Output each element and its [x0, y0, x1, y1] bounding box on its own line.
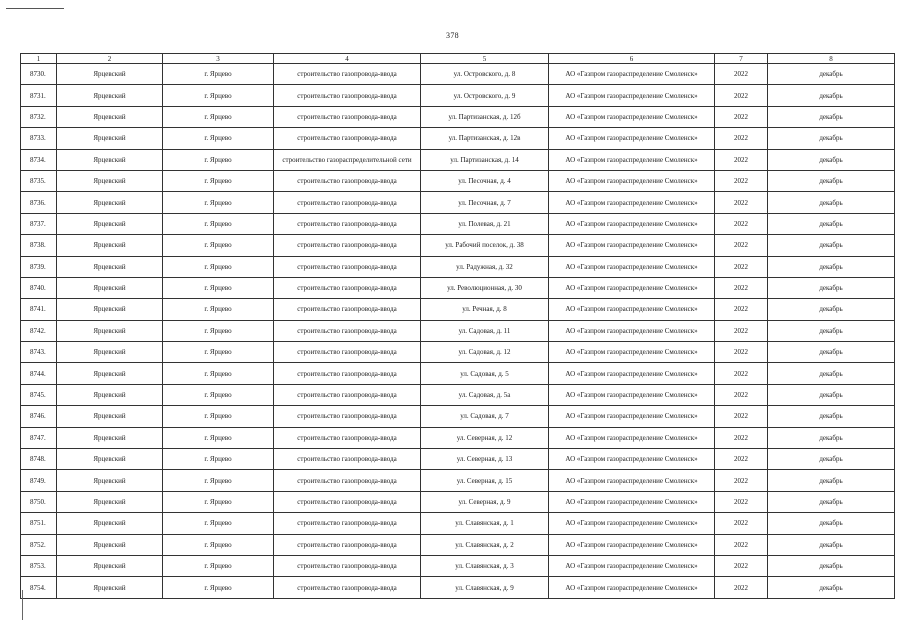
address-cell: ул. Полевая, д. 21: [421, 213, 549, 234]
table-row: [21, 513, 895, 534]
row-number-cell: 8744.: [21, 363, 57, 384]
row-number-cell: 8740.: [21, 277, 57, 298]
district-cell: Ярцевский: [57, 299, 163, 320]
column-number: 3: [163, 54, 274, 64]
table-row: [21, 64, 895, 85]
column-number: 8: [768, 54, 895, 64]
year-cell: 2022: [715, 128, 768, 149]
settlement-cell: г. Ярцево: [163, 192, 274, 213]
row-number-cell: 8749.: [21, 470, 57, 491]
column-number: 1: [21, 54, 57, 64]
address-cell: ул. Рабочий поселок, д. 38: [421, 235, 549, 256]
table-row: [21, 128, 895, 149]
work-type-cell: строительство газопровода-ввода: [274, 320, 421, 341]
work-type-cell: строительство газопровода-ввода: [274, 106, 421, 127]
address-cell: ул. Песочная, д. 7: [421, 192, 549, 213]
month-cell: декабрь: [768, 342, 895, 363]
year-cell: 2022: [715, 577, 768, 598]
settlement-cell: г. Ярцево: [163, 555, 274, 576]
year-cell: 2022: [715, 406, 768, 427]
row-number-cell: 8751.: [21, 513, 57, 534]
table-row: [21, 299, 895, 320]
organization-cell: АО «Газпром газораспределение Смоленск»: [549, 363, 715, 384]
column-number: 6: [549, 54, 715, 64]
work-type-cell: строительство газопровода-ввода: [274, 256, 421, 277]
table-row: [21, 85, 895, 106]
organization-cell: АО «Газпром газораспределение Смоленск»: [549, 384, 715, 405]
row-number-cell: 8748.: [21, 449, 57, 470]
table-row: [21, 427, 895, 448]
row-number-cell: 8746.: [21, 406, 57, 427]
address-cell: ул. Радужная, д. 32: [421, 256, 549, 277]
table-row: [21, 534, 895, 555]
address-cell: ул. Островского, д. 9: [421, 85, 549, 106]
settlement-cell: г. Ярцево: [163, 170, 274, 191]
organization-cell: АО «Газпром газораспределение Смоленск»: [549, 170, 715, 191]
district-cell: Ярцевский: [57, 149, 163, 170]
district-cell: Ярцевский: [57, 128, 163, 149]
month-cell: декабрь: [768, 363, 895, 384]
district-cell: Ярцевский: [57, 449, 163, 470]
settlement-cell: г. Ярцево: [163, 449, 274, 470]
settlement-cell: г. Ярцево: [163, 427, 274, 448]
district-cell: Ярцевский: [57, 577, 163, 598]
table-row: [21, 342, 895, 363]
gas-supply-table: [20, 53, 895, 599]
table-row: [21, 577, 895, 598]
settlement-cell: г. Ярцево: [163, 534, 274, 555]
table-row: [21, 170, 895, 191]
year-cell: 2022: [715, 513, 768, 534]
district-cell: Ярцевский: [57, 192, 163, 213]
address-cell: ул. Революционная, д. 30: [421, 277, 549, 298]
work-type-cell: строительство газопровода-ввода: [274, 534, 421, 555]
page-number: 378: [446, 31, 459, 40]
settlement-cell: г. Ярцево: [163, 256, 274, 277]
table-row: [21, 406, 895, 427]
organization-cell: АО «Газпром газораспределение Смоленск»: [549, 470, 715, 491]
organization-cell: АО «Газпром газораспределение Смоленск»: [549, 449, 715, 470]
address-cell: ул. Северная, д. 9: [421, 491, 549, 512]
address-cell: ул. Садовая, д. 11: [421, 320, 549, 341]
settlement-cell: г. Ярцево: [163, 577, 274, 598]
work-type-cell: строительство газопровода-ввода: [274, 235, 421, 256]
work-type-cell: строительство газопровода-ввода: [274, 192, 421, 213]
row-number-cell: 8753.: [21, 555, 57, 576]
address-cell: ул. Партизанская, д. 12б: [421, 106, 549, 127]
table-row: [21, 106, 895, 127]
settlement-cell: г. Ярцево: [163, 149, 274, 170]
settlement-cell: г. Ярцево: [163, 277, 274, 298]
table-row: [21, 363, 895, 384]
district-cell: Ярцевский: [57, 64, 163, 85]
work-type-cell: строительство газопровода-ввода: [274, 299, 421, 320]
settlement-cell: г. Ярцево: [163, 235, 274, 256]
organization-cell: АО «Газпром газораспределение Смоленск»: [549, 491, 715, 512]
table-row: [21, 449, 895, 470]
organization-cell: АО «Газпром газораспределение Смоленск»: [549, 235, 715, 256]
organization-cell: АО «Газпром газораспределение Смоленск»: [549, 406, 715, 427]
organization-cell: АО «Газпром газораспределение Смоленск»: [549, 513, 715, 534]
table-row: [21, 149, 895, 170]
row-number-cell: 8745.: [21, 384, 57, 405]
organization-cell: АО «Газпром газораспределение Смоленск»: [549, 577, 715, 598]
work-type-cell: строительство газопровода-ввода: [274, 277, 421, 298]
district-cell: Ярцевский: [57, 555, 163, 576]
district-cell: Ярцевский: [57, 85, 163, 106]
month-cell: декабрь: [768, 213, 895, 234]
column-number: 2: [57, 54, 163, 64]
organization-cell: АО «Газпром газораспределение Смоленск»: [549, 555, 715, 576]
month-cell: декабрь: [768, 256, 895, 277]
district-cell: Ярцевский: [57, 534, 163, 555]
organization-cell: АО «Газпром газораспределение Смоленск»: [549, 320, 715, 341]
settlement-cell: г. Ярцево: [163, 363, 274, 384]
row-number-cell: 8754.: [21, 577, 57, 598]
work-type-cell: строительство газопровода-ввода: [274, 491, 421, 512]
row-number-cell: 8733.: [21, 128, 57, 149]
district-cell: Ярцевский: [57, 363, 163, 384]
year-cell: 2022: [715, 256, 768, 277]
top-rule: [6, 8, 64, 9]
organization-cell: АО «Газпром газораспределение Смоленск»: [549, 149, 715, 170]
month-cell: декабрь: [768, 85, 895, 106]
organization-cell: АО «Газпром газораспределение Смоленск»: [549, 299, 715, 320]
work-type-cell: строительство газопровода-ввода: [274, 470, 421, 491]
month-cell: декабрь: [768, 149, 895, 170]
row-number-cell: 8741.: [21, 299, 57, 320]
month-cell: декабрь: [768, 555, 895, 576]
district-cell: Ярцевский: [57, 256, 163, 277]
year-cell: 2022: [715, 213, 768, 234]
month-cell: декабрь: [768, 235, 895, 256]
organization-cell: АО «Газпром газораспределение Смоленск»: [549, 213, 715, 234]
settlement-cell: г. Ярцево: [163, 85, 274, 106]
month-cell: декабрь: [768, 128, 895, 149]
address-cell: ул. Партизанская, д. 14: [421, 149, 549, 170]
district-cell: Ярцевский: [57, 320, 163, 341]
year-cell: 2022: [715, 170, 768, 191]
column-number: 5: [421, 54, 549, 64]
row-number-cell: 8752.: [21, 534, 57, 555]
column-number: 4: [274, 54, 421, 64]
work-type-cell: строительство газопровода-ввода: [274, 64, 421, 85]
year-cell: 2022: [715, 427, 768, 448]
month-cell: декабрь: [768, 449, 895, 470]
year-cell: 2022: [715, 149, 768, 170]
organization-cell: АО «Газпром газораспределение Смоленск»: [549, 277, 715, 298]
margin-mark: [22, 590, 23, 620]
year-cell: 2022: [715, 235, 768, 256]
work-type-cell: строительство газопровода-ввода: [274, 406, 421, 427]
settlement-cell: г. Ярцево: [163, 213, 274, 234]
address-cell: ул. Садовая, д. 5: [421, 363, 549, 384]
year-cell: 2022: [715, 491, 768, 512]
month-cell: декабрь: [768, 406, 895, 427]
row-number-cell: 8737.: [21, 213, 57, 234]
month-cell: декабрь: [768, 384, 895, 405]
settlement-cell: г. Ярцево: [163, 299, 274, 320]
organization-cell: АО «Газпром газораспределение Смоленск»: [549, 427, 715, 448]
address-cell: ул. Северная, д. 12: [421, 427, 549, 448]
settlement-cell: г. Ярцево: [163, 64, 274, 85]
settlement-cell: г. Ярцево: [163, 320, 274, 341]
work-type-cell: строительство газопровода-ввода: [274, 128, 421, 149]
organization-cell: АО «Газпром газораспределение Смоленск»: [549, 128, 715, 149]
district-cell: Ярцевский: [57, 106, 163, 127]
organization-cell: АО «Газпром газораспределение Смоленск»: [549, 106, 715, 127]
table-row: [21, 277, 895, 298]
month-cell: декабрь: [768, 64, 895, 85]
month-cell: декабрь: [768, 513, 895, 534]
month-cell: декабрь: [768, 427, 895, 448]
organization-cell: АО «Газпром газораспределение Смоленск»: [549, 192, 715, 213]
district-cell: Ярцевский: [57, 384, 163, 405]
organization-cell: АО «Газпром газораспределение Смоленск»: [549, 85, 715, 106]
row-number-cell: 8739.: [21, 256, 57, 277]
address-cell: ул. Садовая, д. 7: [421, 406, 549, 427]
month-cell: декабрь: [768, 470, 895, 491]
row-number-cell: 8742.: [21, 320, 57, 341]
row-number-cell: 8731.: [21, 85, 57, 106]
settlement-cell: г. Ярцево: [163, 491, 274, 512]
row-number-cell: 8738.: [21, 235, 57, 256]
address-cell: ул. Речная, д. 8: [421, 299, 549, 320]
row-number-cell: 8730.: [21, 64, 57, 85]
work-type-cell: строительство газораспределительной сети: [274, 149, 421, 170]
year-cell: 2022: [715, 342, 768, 363]
table-row: [21, 235, 895, 256]
settlement-cell: г. Ярцево: [163, 406, 274, 427]
row-number-cell: 8735.: [21, 170, 57, 191]
year-cell: 2022: [715, 470, 768, 491]
year-cell: 2022: [715, 85, 768, 106]
district-cell: Ярцевский: [57, 491, 163, 512]
settlement-cell: г. Ярцево: [163, 470, 274, 491]
month-cell: декабрь: [768, 277, 895, 298]
work-type-cell: строительство газопровода-ввода: [274, 513, 421, 534]
row-number-cell: 8743.: [21, 342, 57, 363]
district-cell: Ярцевский: [57, 513, 163, 534]
address-cell: ул. Островского, д. 8: [421, 64, 549, 85]
table-row: [21, 491, 895, 512]
table-row: [21, 470, 895, 491]
work-type-cell: строительство газопровода-ввода: [274, 85, 421, 106]
month-cell: декабрь: [768, 192, 895, 213]
address-cell: ул. Садовая, д. 5а: [421, 384, 549, 405]
settlement-cell: г. Ярцево: [163, 128, 274, 149]
month-cell: декабрь: [768, 491, 895, 512]
year-cell: 2022: [715, 363, 768, 384]
work-type-cell: строительство газопровода-ввода: [274, 555, 421, 576]
address-cell: ул. Северная, д. 15: [421, 470, 549, 491]
year-cell: 2022: [715, 555, 768, 576]
row-number-cell: 8750.: [21, 491, 57, 512]
work-type-cell: строительство газопровода-ввода: [274, 213, 421, 234]
year-cell: 2022: [715, 534, 768, 555]
organization-cell: АО «Газпром газораспределение Смоленск»: [549, 342, 715, 363]
district-cell: Ярцевский: [57, 170, 163, 191]
district-cell: Ярцевский: [57, 427, 163, 448]
address-cell: ул. Песочная, д. 4: [421, 170, 549, 191]
address-cell: ул. Славянская, д. 3: [421, 555, 549, 576]
column-number-row: [21, 54, 895, 64]
work-type-cell: строительство газопровода-ввода: [274, 449, 421, 470]
district-cell: Ярцевский: [57, 235, 163, 256]
work-type-cell: строительство газопровода-ввода: [274, 363, 421, 384]
year-cell: 2022: [715, 299, 768, 320]
settlement-cell: г. Ярцево: [163, 342, 274, 363]
work-type-cell: строительство газопровода-ввода: [274, 427, 421, 448]
year-cell: 2022: [715, 277, 768, 298]
district-cell: Ярцевский: [57, 470, 163, 491]
year-cell: 2022: [715, 320, 768, 341]
district-cell: Ярцевский: [57, 406, 163, 427]
organization-cell: АО «Газпром газораспределение Смоленск»: [549, 64, 715, 85]
row-number-cell: 8734.: [21, 149, 57, 170]
row-number-cell: 8732.: [21, 106, 57, 127]
table-row: [21, 192, 895, 213]
month-cell: декабрь: [768, 106, 895, 127]
year-cell: 2022: [715, 192, 768, 213]
settlement-cell: г. Ярцево: [163, 513, 274, 534]
address-cell: ул. Садовая, д. 12: [421, 342, 549, 363]
year-cell: 2022: [715, 384, 768, 405]
settlement-cell: г. Ярцево: [163, 384, 274, 405]
month-cell: декабрь: [768, 299, 895, 320]
month-cell: декабрь: [768, 534, 895, 555]
table-row: [21, 213, 895, 234]
district-cell: Ярцевский: [57, 342, 163, 363]
address-cell: ул. Славянская, д. 1: [421, 513, 549, 534]
table-row: [21, 320, 895, 341]
work-type-cell: строительство газопровода-ввода: [274, 577, 421, 598]
address-cell: ул. Партизанская, д. 12в: [421, 128, 549, 149]
work-type-cell: строительство газопровода-ввода: [274, 342, 421, 363]
year-cell: 2022: [715, 106, 768, 127]
row-number-cell: 8747.: [21, 427, 57, 448]
table-row: [21, 555, 895, 576]
table-row: [21, 384, 895, 405]
address-cell: ул. Северная, д. 13: [421, 449, 549, 470]
column-number: 7: [715, 54, 768, 64]
organization-cell: АО «Газпром газораспределение Смоленск»: [549, 534, 715, 555]
row-number-cell: 8736.: [21, 192, 57, 213]
district-cell: Ярцевский: [57, 277, 163, 298]
month-cell: декабрь: [768, 320, 895, 341]
address-cell: ул. Славянская, д. 2: [421, 534, 549, 555]
table-row: [21, 256, 895, 277]
district-cell: Ярцевский: [57, 213, 163, 234]
organization-cell: АО «Газпром газораспределение Смоленск»: [549, 256, 715, 277]
month-cell: декабрь: [768, 170, 895, 191]
work-type-cell: строительство газопровода-ввода: [274, 170, 421, 191]
year-cell: 2022: [715, 449, 768, 470]
settlement-cell: г. Ярцево: [163, 106, 274, 127]
work-type-cell: строительство газопровода-ввода: [274, 384, 421, 405]
month-cell: декабрь: [768, 577, 895, 598]
address-cell: ул. Славянская, д. 9: [421, 577, 549, 598]
year-cell: 2022: [715, 64, 768, 85]
